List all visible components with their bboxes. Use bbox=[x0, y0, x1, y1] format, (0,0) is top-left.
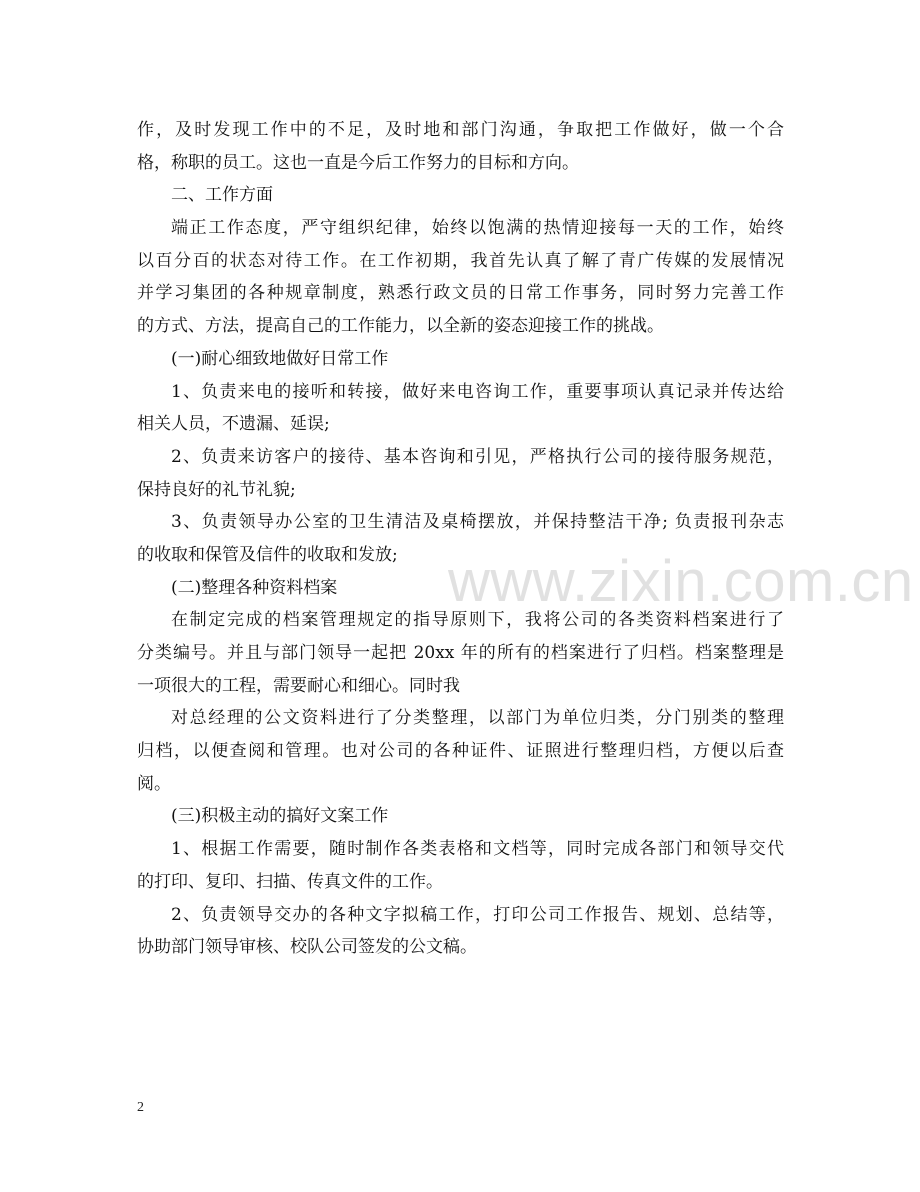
text-line: 2、负责领导交办的各种文字拟稿工作，打印公司工作报告、规划、总结等， bbox=[171, 904, 784, 925]
text-line: 端正工作态度，严守组织纪律，始终以饱满的热情迎接每一天的工作，始终 bbox=[171, 218, 784, 239]
text-line: 2、负责来访客户的接待、基本咨询和引见，严格执行公司的接待服务规范， bbox=[171, 446, 784, 467]
text-line: 对总经理的公文资料进行了分类整理，以部门为单位归类，分门别类的整理 bbox=[171, 708, 784, 729]
text-line: 分类编号。并且与部门领导一起把 20xx 年的所有的档案进行了归档。档案整理是 bbox=[137, 643, 784, 663]
text-line: 的方式、方法，提高自己的工作能力，以全新的姿态迎接工作的挑战。 bbox=[137, 316, 664, 337]
text-line: 以百分百的状态对待工作。在工作初期，我首先认真了解了青广传媒的发展情况 bbox=[137, 250, 784, 271]
text-line: 阅。 bbox=[137, 773, 171, 794]
text-line: 的收取和保管及信件的收取和发放; bbox=[137, 544, 398, 565]
text-line: 在制定完成的档案管理规定的指导原则下，我将公司的各类资料档案进行了 bbox=[171, 610, 784, 631]
text-line: (三)积极主动的搞好文案工作 bbox=[171, 806, 389, 827]
text-line: 1、根据工作需要，随时制作各类表格和文档等，同时完成各部门和领导交代 bbox=[171, 839, 784, 860]
document-body bbox=[137, 114, 784, 964]
text-line: 一项很大的工程，需要耐心和细心。同时我 bbox=[137, 675, 460, 696]
text-line: 作，及时发现工作中的不足，及时地和部门沟通，争取把工作做好，做一个合 bbox=[137, 120, 784, 140]
watermark: www.zixin.com.cn bbox=[448, 549, 914, 614]
text-line: 相关人员，不遗漏、延误; bbox=[137, 414, 330, 435]
text-line: 二、工作方面 bbox=[171, 185, 273, 206]
text-line: (一)耐心细致地做好日常工作 bbox=[171, 348, 389, 369]
page-number: 2 bbox=[137, 1100, 144, 1115]
text-line: 3、负责领导办公室的卫生清洁及桌椅摆放，并保持整洁干净; 负责报刊杂志 bbox=[171, 512, 784, 533]
text-line: 的打印、复印、扫描、传真文件的工作。 bbox=[137, 871, 443, 892]
text-line: (二)整理各种资料档案 bbox=[171, 577, 338, 598]
text-line: 归档，以便查阅和管理。也对公司的各种证件、证照进行整理归档，方便以后查 bbox=[137, 741, 784, 762]
text-line: 协助部门领导审核、校队公司签发的公文稿。 bbox=[137, 937, 477, 958]
text-line: 1、负责来电的接听和转接，做好来电咨询工作，重要事项认真记录并传达给 bbox=[171, 381, 784, 402]
text-line: 并学习集团的各种规章制度，熟悉行政文员的日常工作事务，同时努力完善工作 bbox=[137, 283, 784, 304]
text-line: 格，称职的员工。这也一直是今后工作努力的目标和方向。 bbox=[137, 152, 579, 173]
text-line: 保持良好的礼节礼貌; bbox=[137, 479, 296, 500]
